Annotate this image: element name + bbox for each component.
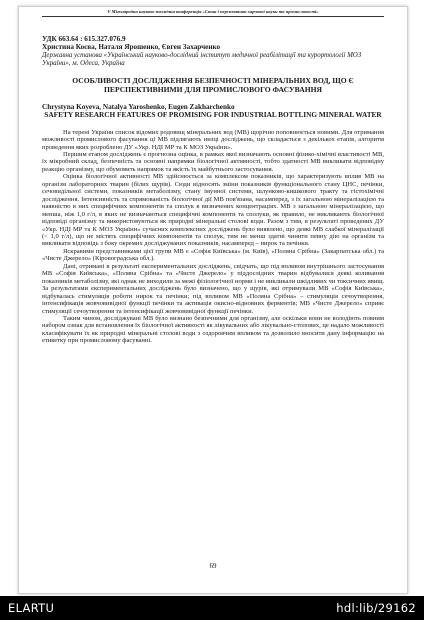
affiliation: Державна установа «Український науково-дослідний інститут медичної реабілітації та курортології МОЗ України», м. Одеса, Україна: [42, 51, 362, 67]
repository-footer: [0, 596, 424, 620]
handle-identifier: hdl:lib/29162: [336, 601, 416, 615]
udc-code: УДК 663.64 : 615.327.076.9: [42, 35, 126, 43]
running-header: V Міжнародна науково-технічна конференція «Стан і перспективи харчової науки та промисловості»: [42, 9, 384, 17]
body-text: [42, 129, 384, 345]
title-en: SAFETY RESEARCH FEATURES OF PROMISING FOR INDUSTRIAL BOTTLING MINERAL WATER: [44, 110, 382, 120]
paragraph: На терені України список відомих родовищ мінеральних вод (МВ) щорічно поповнюється новими. Для отримання можливості промислового фасування ці МВ підлягають низці досліджень, що складається з декількох етапів, алгоритм проведення яких розроблено ДУ «Укр. НДІ МР та К МОЗ України».: [42, 128, 384, 151]
paragraph: Дані, отримані в результаті експериментальних досліджень, свідчать, що під впливом внутрішнього застосування МВ «Софія Київська», «Поляна Срібна» та «Чисте Джерело» у піддослідних тварин відбувалися деякі коливання показників метаболізму, які однак не виходили за межі фізіологічної норми і не викликали шкідливих чи токсичних явищ. За результатами експериментальних досліджень було визначено, що у щурів, які отримували МВ «Софія Київська», відбувалась стимуляція роботи нирок та печінки; під впливом МВ «Поляна Срібна» – стимуляція сечоутворення, інтенсифікація жовчовивідної функції печінки та активація окисно-відновних ферментів; МВ «Чисте Джерело» сприяє стимуляції сечоутворення та інтенсифікації жовчовивідної функції печінки.: [42, 262, 384, 315]
paragraph: Першим етапом досліджень є прогнозна оцінка, в рамках якої визначають основні фізико-хімічні властивості МВ, їх мікробний склад, безпечність та основні напрямки біологічної активності, тобто здатності МВ викликати відповідну реакцію організму, що обумовить напрямок та якість їх майбутнього застосування.: [42, 150, 384, 173]
authors-en: Chrystyna Koyeva, Natalya Yaroshenko, Eugen Zakharchenko: [42, 102, 235, 111]
repository-name: ELARTU: [8, 601, 55, 615]
title-uk: ОСОБЛИВОСТІ ДОСЛІДЖЕННЯ БЕЗПЕЧНОСТІ МІНЕРАЛЬНИХ ВОД, ЩО Є ПЕРСПЕКТИВНИМИ ДЛЯ ПРОМИСЛОВОГО ФАСУВАННЯ: [72, 75, 354, 94]
page-content: [19, 7, 407, 593]
document-page: [18, 6, 408, 594]
authors-uk: Христина Коєва, Наталя Ярошенко, Євген Захарченко: [42, 43, 221, 52]
paragraph: Яскравими представниками цієї групи МВ є «Софія Київська» (м. Київ), «Поляна Срібна» (Закарпатська обл.) та «Чисте Джерело» (Кіровоградська обл.).: [42, 247, 384, 263]
page-number: 69: [209, 562, 217, 570]
paragraph: Оцінка біологічної активності МВ здійснюється за комплексом показників, що характеризують вплив МВ на організм лабораторних тварин (білих щурів). Сюди відносять зміни показників функціонального стану ЦНС, печінки, сечовидільної системи, показників метаболізму, стану імунної системи, шлунково-кишкового тракту та гістохімічні дослідження. Інтенсивність та спрямованість біологічної дії МВ пов'язана, насамперед, з їх загальною мінералізацією та наявністю в них специфічних компонентів та сполук в визначених концентраціях. МВ з загальною мінералізацією, що менша, ніж 1,0 г/л, в яких не визначаються специфічні компоненти та сполуки, як правило, не викликають біологічної відповіді організму та використовуються як природні мінеральні столові води. Разом з тим, в результаті проведених ДУ «Укр. НДІ МР та К МОЗ України» сучасних комплексних досліджень було виявлено, що деякі МВ слабкої мінералізації (< 1,0 г/л), що не містять специфічних компонентів та сполук, тим не менш здатні чинити певну дію на організм та викликати відповідь з боку окремих досліджуваних показників, насамперед – нирок та печінки.: [42, 173, 384, 248]
paragraph: Таким чином, досліджувані МВ було визнано безпечними для організму, але оскільки вони не володіють повним набором ознак для встановлення їх біологічної активності як лікувальних або лікувально-столових, це надало можливості класифікувати їх як природні мінеральні столові води з оздоровчим впливом та дозволило вносити дану інформацію на етикетку при промисловому фасуванні.: [42, 314, 384, 345]
